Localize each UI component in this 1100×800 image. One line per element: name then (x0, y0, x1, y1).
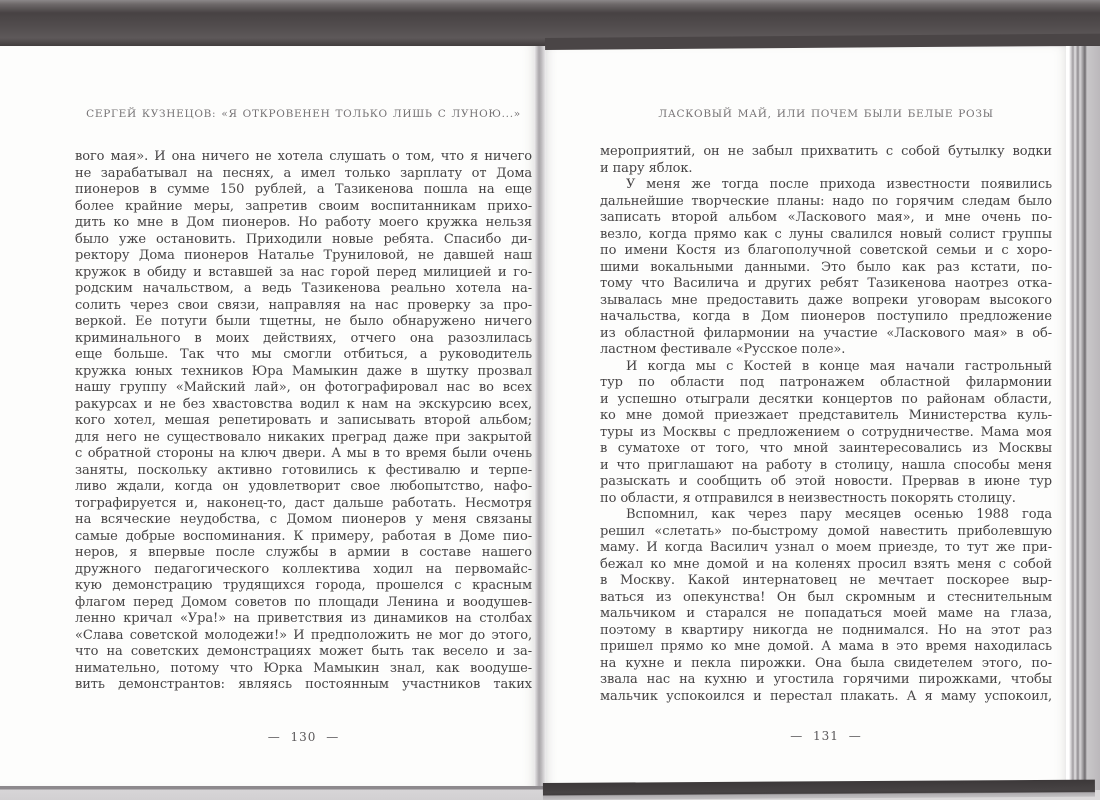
body-line: вого мая». И она ничего не хотела слушать о том, что я ничего (75, 149, 532, 164)
body-line: Вспомнил, как через пару месяцев осенью 1988 года (626, 507, 1052, 522)
body-line: разыскать и сообщить об этой новости. Прервав в июне тур (600, 474, 1052, 489)
right-page-number: — 131 — (790, 729, 862, 743)
body-line: по имени Костя из благополучной советской семьи и с хоро- (600, 243, 1052, 258)
body-line: было уже остановить. Приходили новые ребята. Спасибо ди- (75, 231, 532, 247)
body-line: ливо ждали, когда он удовлетворит свое любопытство, нафо- (75, 479, 532, 494)
body-line: мальчик успокоился и перестал плакать. А я маму успокоил, (600, 688, 1052, 704)
body-line: ко мне домой приезжает представитель Министерства куль- (600, 408, 1052, 423)
body-line: дружного педагогического коллектива ходил на первомайс- (75, 561, 532, 577)
body-line: солить через свои связи, направляя на нас проверку за про- (75, 297, 532, 313)
body-line: что на советских демонстрациях может быть так весело и за- (75, 644, 532, 659)
body-line: звала нас на кухню и угостила горячими пирожками, чтобы (600, 672, 1052, 687)
body-line: на кухне и пекла пирожки. Она была свидетелем этого, по- (600, 655, 1052, 671)
body-line: для него не существовало никаких преград даже при закрытой (75, 429, 532, 445)
left-page-text-column (75, 149, 532, 694)
body-line: нимательно, потому что Юрка Мамыкин знал, как воодуше- (75, 660, 532, 676)
bottom-edge-right (543, 780, 1095, 800)
body-line: записать второй альбом «Ласкового мая», и мне очень по- (600, 210, 1052, 225)
body-line: тографируется и, наконец-то, даст дальше работать. Несмотря (75, 495, 532, 511)
body-line: не зарабатывал на песнях, а имел только зарплату от Дома (75, 165, 532, 181)
body-line: И когда мы с Костей в конце мая начали гастрольный (626, 358, 1052, 374)
body-line: шими вокальными данными. Это было как раз кстати, по- (600, 259, 1052, 275)
body-line: зывалась мне предоставить даже вопреки уговорам высокого (600, 292, 1052, 308)
body-line: маму. И когда Василич узнал о моем приезде, то тут же при- (600, 540, 1052, 555)
body-line: решил «слетать» по-быстрому домой навестить приболевшую (600, 523, 1052, 539)
book-gutter (534, 40, 546, 790)
body-line: тому что Василича и других ребят Тазикенова наотрез отка- (600, 276, 1052, 291)
body-line: тур по области под патронажем областной филармонии (600, 375, 1052, 390)
body-line: бежал ко мне домой и на коленях просил взять меня с собой (600, 556, 1052, 572)
body-line: дить ко мне в Дом пионеров. Но работу моего кружка нельзя (75, 215, 532, 230)
body-line: более крайние меры, запретив своим воспитанникам прихо- (75, 198, 532, 214)
body-line: ленно кричал «Ура!» на приветствия из динамиков на столбах (75, 611, 532, 626)
body-line: неров, я впервые после службы в армии в составе нашего (75, 545, 532, 560)
body-line: из областной филармонии на участие «Ласкового мая» в об- (600, 325, 1052, 341)
running-header-left: СЕРГЕЙ КУЗНЕЦОВ: «Я ОТКРОВЕНЕН ТОЛЬКО ЛИШЬ С ЛУНОЮ...» (86, 108, 521, 120)
body-line: ластном фестивале «Русское поле». (600, 342, 846, 357)
body-line: веркой. Ее потуги были тщетны, не было обнаружено ничего (75, 314, 532, 329)
body-line: криминального в моих действиях, отчего она разозлилась (75, 330, 532, 346)
body-line: ректору Дома пионеров Наталье Труниловой, не давшей наш (75, 248, 532, 263)
body-line: туры из Москвы с предложением о сотрудничестве. Мама моя (600, 424, 1052, 440)
body-line: кого хотел, мешая репетировать и записывать второй альбом; (75, 413, 532, 428)
body-line: кую демонстрацию трудящихся города, прошелся с красным (75, 578, 532, 593)
right-page-text-column (600, 144, 1052, 705)
bottom-edge-left (0, 786, 545, 800)
body-line: начальства, когда в Дом пионеров поступило предложение (600, 309, 1052, 324)
body-line: вить демонстрантов: являясь постоянным участников таких (75, 677, 532, 692)
body-line: везло, когда прямо как с луны свалился новый солист группы (600, 226, 1052, 242)
body-line: родским начальством, а ведь Тазикенова реально хотела на- (75, 281, 532, 296)
left-page (0, 44, 538, 788)
body-line: пионеров в сумме 150 рублей, а Тазикенова пошла на еще (75, 182, 532, 197)
body-line: пришел прямо ко мне домой. А мама в это время находилась (600, 639, 1052, 654)
body-line: по области, я отправился в неизвестность покорять столицу. (600, 490, 1016, 506)
body-line: и что приглашают на работу в столицу, нашла способы меня (600, 457, 1052, 473)
body-line: поэтому в квартиру никогда не поднимался. Но на этот раз (600, 622, 1052, 638)
page-edge-stack (1066, 44, 1100, 790)
body-line: флагом перед Домом советов по площади Ленина и воодушев- (75, 594, 532, 610)
left-page-number: — 130 — (267, 730, 340, 744)
body-line: нашу группу «Майский лай», он фотографировал нас во всех (75, 380, 532, 395)
body-line: мальчиком и старался не попадаться моей маме на глаза, (600, 606, 1052, 621)
body-line: заняты, поскольку активно готовились к фестивалю и терпе- (75, 462, 532, 478)
body-line: кружок в обиду и вставшей за нас горой перед милицией и го- (75, 264, 532, 280)
body-line: в Москву. Какой интернатовец не мечтает поскорее выр- (600, 573, 1052, 588)
body-line: и пару яблок. (600, 160, 693, 176)
body-line: ваться из опекунства! Он был скромным и стеснительным (600, 589, 1052, 605)
body-line: еще больше. Так что мы смогли отбиться, а руководитель (75, 347, 532, 362)
right-page (544, 47, 1072, 786)
body-line: мероприятий, он не забыл прихватить с собой бутылку водки (600, 144, 1052, 159)
body-line: «Слава советской молодежи!» И предположить не мог до этого, (75, 627, 532, 643)
body-line: дальнейшие творческие планы: надо по горячим следам было (600, 193, 1052, 209)
body-line: и успешно отыграли десятки концертов по районам области, (600, 391, 1052, 407)
running-header-right: ЛАСКОВЫЙ МАЙ, ИЛИ ПОЧЕМ БЫЛИ БЕЛЫЕ РОЗЫ (658, 108, 994, 120)
body-line: самые добрые воспоминания. К примеру, работая в Доме пио- (75, 528, 532, 544)
body-line: в суматохе от того, что мной заинтересовались из Москвы (600, 441, 1052, 456)
body-line: на всяческие неудобства, с Домом пионеров у меня связаны (75, 512, 532, 527)
body-line: У меня же тогда после прихода известности появились (626, 177, 1052, 192)
body-line: ракурсах и не без хвастовства водил к нам на экскурсию всех, (75, 396, 532, 412)
body-line: кружка юных техников Юра Мамыкин даже в шутку прозвал (75, 363, 532, 379)
body-line: с обратной стороны на ключ двери. А мы в то время были очень (75, 446, 532, 461)
